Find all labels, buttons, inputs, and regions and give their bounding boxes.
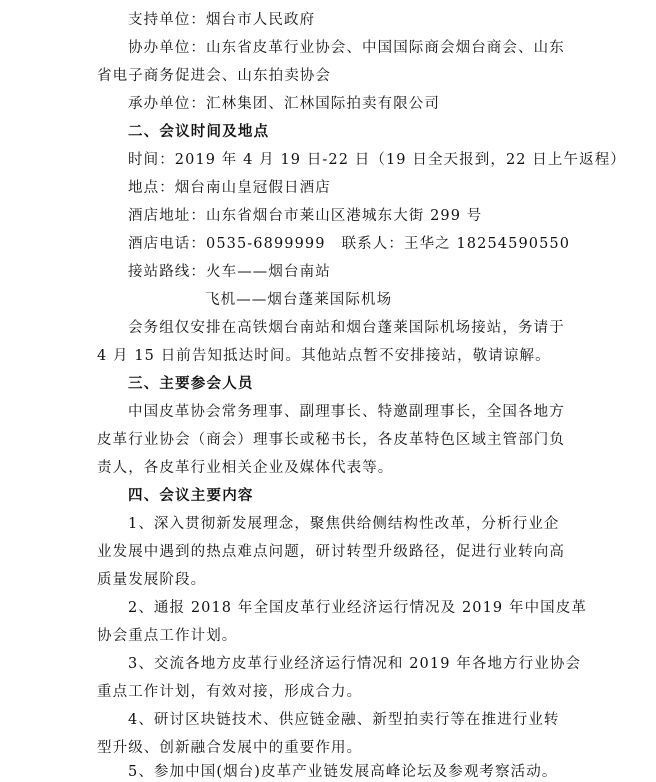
pickup-train: 接站路线：火车——烟台南站 — [128, 264, 331, 280]
hotel-address: 酒店地址：山东省烟台市莱山区港城东大街 299 号 — [128, 208, 483, 224]
section-2-heading: 二、会议时间及地点 — [128, 124, 270, 140]
hotel-phone-row — [128, 234, 570, 254]
hotel-phone: 酒店电话：0535-6899999 — [128, 236, 326, 252]
support-unit: 支持单位：烟台市人民政府 — [128, 12, 316, 28]
co-organizers-line-2: 省电子商务促进会、山东拍卖协会 — [97, 68, 331, 84]
content-item-1-line-1: 1、深入贯彻新发展理念，聚焦供给侧结构性改革，分析行业企 — [128, 516, 560, 532]
section-3-heading: 三、主要参会人员 — [128, 376, 254, 392]
content-item-2-line-1: 2、通报 2018 年全国皮革行业经济运行情况及 2019 年中国皮革 — [128, 600, 587, 616]
contact-person: 联系人：王华之 18254590550 — [341, 236, 571, 252]
attendees-line-2: 皮革行业协会（商会）理事长或秘书长，各皮革特色区域主管部门负 — [97, 432, 565, 448]
content-item-2-line-2: 协会重点工作计划。 — [97, 628, 238, 644]
pickup-note-line-2: 4 月 15 日前告知抵达时间。其他站点暂不安排接站，敬请谅解。 — [97, 348, 551, 364]
pickup-note-line-1: 会务组仅安排在高铁烟台南站和烟台蓬莱国际机场接站，务请于 — [128, 320, 565, 336]
content-item-1-line-2: 业发展中遇到的热点难点问题，研讨转型升级路径，促进行业转向高 — [97, 544, 565, 560]
attendees-line-3: 责人，各皮革行业相关企业及媒体代表等。 — [97, 460, 394, 476]
meeting-location: 地点：烟台南山皇冠假日酒店 — [128, 180, 331, 196]
pickup-plane: 飞机——烟台蓬莱国际机场 — [205, 292, 393, 308]
section-4-heading: 四、会议主要内容 — [128, 488, 254, 504]
content-item-3-line-1: 3、交流各地方皮革行业经济运行情况和 2019 年各地方行业协会 — [128, 656, 582, 672]
co-organizers-line-1: 协办单位：山东省皮革行业协会、中国国际商会烟台商会、山东 — [128, 40, 565, 56]
content-item-4-line-1: 4、研讨区块链技术、供应链金融、新型拍卖行等在推进行业转 — [128, 712, 560, 728]
content-item-4-line-2: 型升级、创新融合发展中的重要作用。 — [97, 740, 363, 756]
attendees-line-1: 中国皮革协会常务理事、副理事长、特邀副理事长，全国各地方 — [128, 404, 565, 420]
content-item-3-line-2: 重点工作计划，有效对接，形成合力。 — [97, 684, 363, 700]
content-item-1-line-3: 质量发展阶段。 — [97, 572, 207, 588]
meeting-time: 时间：2019 年 4 月 19 日-22 日（19 日全天报到，22 日上午返程） — [128, 152, 626, 168]
host-unit: 承办单位：汇林集团、汇林国际拍卖有限公司 — [128, 96, 440, 112]
content-item-5-line-1: 5、参加中国(烟台)皮革产业链发展高峰论坛及参观考察活动。 — [128, 764, 558, 780]
